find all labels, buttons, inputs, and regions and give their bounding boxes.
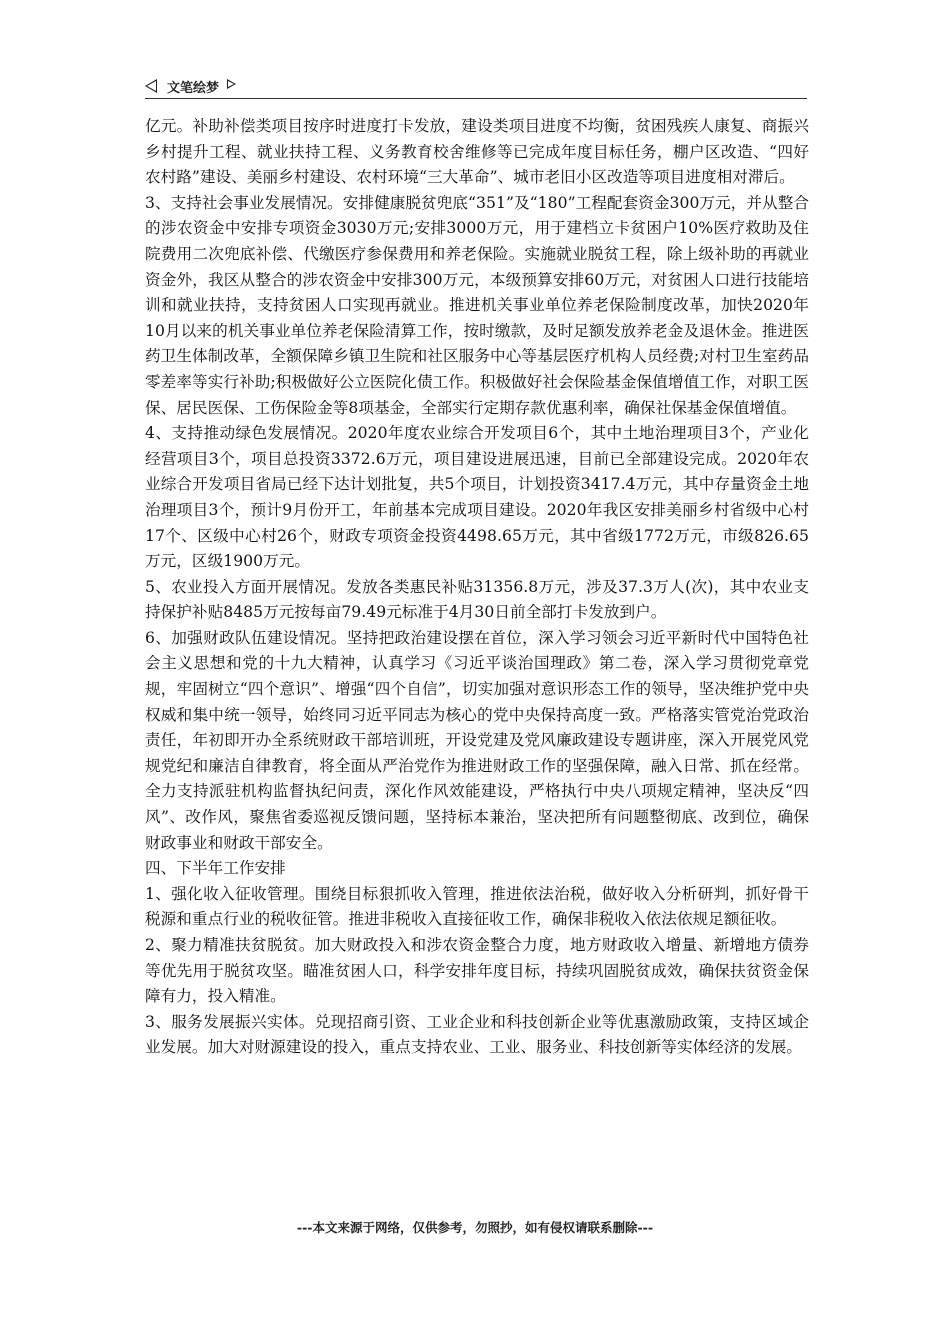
triangle-right-icon [227, 79, 236, 89]
triangle-left-icon [145, 79, 157, 93]
paragraph: 4、支持推动绿色发展情况。2020年度农业综合开发项目6个，其中土地治理项目3个，产业化经营项目3个，项目总投资3372.6万元，项目建设进展迅速，目前已全部建设完成。2020年农业综合开发项目省局已经下达计划批复，共5个项目，计划投资3417.4万元，其中存量资金土地治理项目3个，预计9月份开工，年前基本完成项目建设。2020年我区安排美丽乡村省级中心村17个、区级中心村26个，财政专项资金投资4498.65万元，其中省级1772万元，市级826.65万元，区级1900万元。 [145, 424, 809, 571]
paragraph: 1、强化收入征收管理。围绕目标狠抓收入管理，推进依法治税，做好收入分析研判，抓好骨干税源和重点行业的税收征管。推进非税收入直接征收工作，确保非税收入依法依规足额征收。 [145, 884, 809, 929]
paragraph: 3、服务发展振兴实体。兑现招商引资、工业企业和科技创新企业等优惠激励政策，支持区域企业发展。加大对财源建设的投入，重点支持农业、工业、服务业、科技创新等实体经济的发展。 [145, 1012, 809, 1057]
paragraph: 5、农业投入方面开展情况。发放各类惠民补贴31356.8万元，涉及37.3万人(次)，其中农业支持保护补贴8485万元按每亩79.49元标准于4月30日前全部打卡发放到户。 [145, 577, 809, 622]
footer-notice: ---本文来源于网络，仅供参考，勿照抄，如有侵权请联系删除--- [296, 1220, 654, 1235]
header-brand: 文笔绘梦 [167, 80, 220, 96]
paragraph: 2、聚力精准扶贫脱贫。加大财政投入和涉农资金整合力度，地方财政收入增量、新增地方债券等优先用于脱贫攻坚。瞄准贫困人口，科学安排年度目标，持续巩固脱贫成效，确保扶贫资金保障有力，投入精准。 [145, 936, 809, 1006]
document-body [145, 114, 809, 1061]
paragraph: 亿元。补助补偿类项目按序时进度打卡发放，建设类项目进度不均衡，贫困残疾人康复、商振兴乡村提升工程、就业扶持工程、义务教育校舍维修等已完成年度目标任务，棚户区改造、“四好农村路”建设、美丽乡村建设、农村环境“三大革命”、城市老旧小区改造等项目进度相对滞后。 [145, 117, 809, 187]
paragraph: 6、加强财政队伍建设情况。坚持把政治建设摆在首位，深入学习领会习近平新时代中国特色社会主义思想和党的十九大精神，认真学习《习近平谈治国理政》第二卷，深入学习贯彻党章党规，牢固树立“四个意识”、增强“四个自信”，切实加强对意识形态工作的领导，坚决维护党中央权威和集中统一领导，始终同习近平同志为核心的党中央保持高度一致。严格落实管党治党政治责任，年初即开办全系统财政干部培训班，开设党建及党风廉政建设专题讲座，深入开展党风党规党纪和廉洁自律教育，将全面从严治党作为推进财政工作的坚强保障，融入日常、抓在经常。全力支持派驻机构监督执纪问责，深化作风效能建设，严格执行中央八项规定精神，坚决反“四风”、改作风，聚焦省委巡视反馈问题，坚持标本兼治，坚决把所有问题整彻底、改到位，确保财政事业和财政干部安全。 [145, 628, 809, 852]
page-header [145, 74, 807, 98]
section-heading: 四、下半年工作安排 [145, 859, 286, 878]
header-divider [145, 98, 807, 99]
paragraph: 3、支持社会事业发展情况。安排健康脱贫兜底“351”及“180”工程配套资金300万元，并从整合的涉农资金中安排专项资金3030万元;安排3000万元，用于建档立卡贫困户10%医疗救助及住院费用二次兜底补偿、代缴医疗参保费用和养老保险。实施就业脱贫工程，除上级补助的再就业资金外，我区从整合的涉农资金中安排300万元，本级预算安排60万元，对贫困人口进行技能培训和就业扶持，支持贫困人口实现再就业。推进机关事业单位养老保险制度改革，加快2020年10月以来的机关事业单位养老保险清算工作，按时缴款，及时足额发放养老金及退休金。推进医药卫生体制改革，全额保障乡镇卫生院和社区服务中心等基层医疗机构人员经费;对村卫生室药品零差率等实行补助;积极做好公立医院化债工作。积极做好社会保险基金保值增值工作，对职工医保、居民医保、工伤保险金等8项基金，全部实行定期存款优惠利率，确保社保基金保值增值。 [145, 193, 809, 417]
